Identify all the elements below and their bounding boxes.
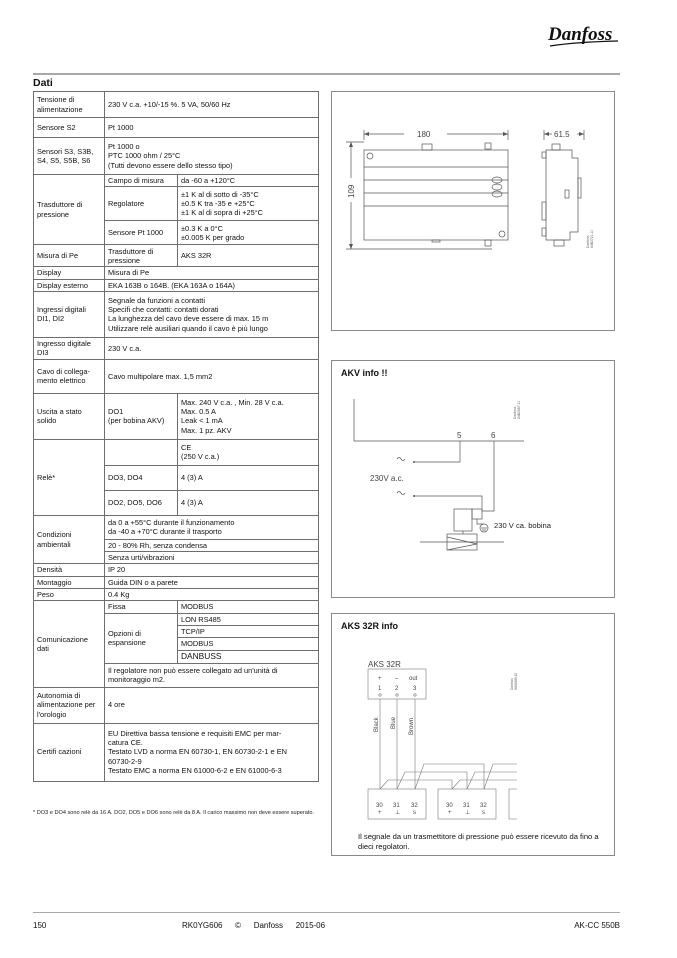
terminal-5-label: 5	[457, 431, 462, 440]
spec-value: Senza urti/vibrazioni	[105, 552, 319, 564]
spec-value: 20 - 80% Rh, senza condensa	[105, 539, 319, 551]
spec-label: Relè*	[34, 439, 105, 515]
spec-sub-label: Sensore Pt 1000	[105, 221, 178, 245]
spec-label: Peso	[34, 589, 105, 601]
dimension-drawing	[332, 92, 614, 330]
spec-label: Autonomia di alimentazione per l'orologio	[34, 687, 105, 723]
footer-rule	[33, 912, 620, 913]
document-reference: RK0YG606 © Danfoss 2015-06	[182, 921, 326, 930]
spec-value: MODBUS	[178, 601, 319, 613]
spec-label: Montaggio	[34, 576, 105, 588]
svg-text:–: –	[395, 676, 399, 682]
spec-value: 4 (3) A	[178, 490, 319, 515]
spec-value: da -60 a +120°C	[178, 175, 319, 187]
spec-label: Sensore S2	[34, 118, 105, 138]
spec-label: Certifi cazioni	[34, 723, 105, 781]
device-label: AKS 32R	[368, 660, 401, 669]
spec-label: Display esterno	[34, 279, 105, 291]
svg-text:3: 3	[413, 686, 417, 692]
svg-text:+: +	[378, 676, 382, 682]
spec-label: Ingressi digitali DI1, DI2	[34, 291, 105, 337]
spec-value: ±0.3 K a 0°C ±0.005 K per grado	[178, 221, 319, 245]
spec-table	[33, 91, 319, 782]
svg-text:1: 1	[378, 686, 382, 692]
spec-label: Condizioni ambientali	[34, 515, 105, 564]
terminal-6-label: 6	[491, 431, 496, 440]
svg-text:32: 32	[480, 803, 487, 809]
svg-text:Danfoss: Danfoss	[586, 235, 590, 248]
header-rule	[33, 73, 620, 75]
spec-value: 0.4 Kg	[105, 589, 319, 601]
spec-value: TCP/IP	[178, 625, 319, 637]
svg-text:84B2721.10: 84B2721.10	[590, 229, 594, 248]
dimension-drawing-box	[331, 91, 615, 331]
spec-sub-label: Trasduttore di pressione	[105, 245, 178, 267]
spec-label: Ingresso digitale DI3	[34, 337, 105, 359]
svg-text:84B2687.11: 84B2687.11	[517, 400, 521, 419]
svg-text:84B2688.10: 84B2688.10	[514, 672, 518, 690]
svg-text:31: 31	[463, 803, 470, 809]
svg-text:Danfoss: Danfoss	[548, 24, 613, 45]
spec-value: Max. 240 V c.a. , Min. 28 V c.a. Max. 0.5 A Leak < 1 mA Max. 1 pz. AKV	[178, 393, 319, 439]
danfoss-logo	[546, 20, 620, 50]
spec-value: EKA 163B o 164B. (EKA 163A o 164A)	[105, 279, 319, 291]
spec-value: DANBUSS	[178, 650, 319, 663]
height-dimension: 109	[347, 184, 356, 198]
spec-sub-label: Fissa	[105, 601, 178, 613]
spec-label: Trasduttore di pressione	[34, 175, 105, 245]
svg-text:Danfoss: Danfoss	[510, 678, 514, 690]
spec-label: Cavo di collega- mento elettrico	[34, 359, 105, 393]
spec-sub-label: DO1 (per bobina AKV)	[105, 393, 178, 439]
spec-value: CE (250 V c.a.)	[178, 439, 319, 465]
spec-value: Misura di Pe	[105, 267, 319, 279]
spec-value: Pt 1000	[105, 118, 319, 138]
spec-value: Il regolatore non può essere collegato ad un'unità di monitoraggio m2.	[105, 663, 319, 687]
wire-brown-label: Brown	[409, 717, 415, 735]
spec-value: Cavo multipolare max. 1,5 mm2	[105, 359, 319, 393]
spec-value: EU Direttiva bassa tensione e requisiti EMC per mar- catura CE. Testato LVD a norma EN 60730-1, EN 60730-2-1 e EN 60730-2-9 Testato EMC a norma EN 61000-6-2 e EN 61000-6-3	[105, 723, 319, 781]
wire-blue-label: Blue	[391, 716, 397, 729]
page-number: 150	[33, 921, 47, 930]
spec-value: 230 V c.a. +10/-15 %. 5 VA, 50/60 Hz	[105, 92, 319, 118]
spec-sub-label: Opzioni di espansione	[105, 613, 178, 663]
aks32r-note: Il segnale da un trasmettitore di pressione può essere ricevuto da fino a dieci regolatori.	[358, 832, 599, 851]
akv-wiring-diagram	[332, 361, 614, 597]
spec-label: Display	[34, 267, 105, 279]
svg-text:+: +	[378, 810, 382, 816]
spec-label: Tensione di alimentazione	[34, 92, 105, 118]
spec-label: Sensori S3, S3B, S4, S5, S5B, S6	[34, 138, 105, 175]
svg-text:32: 32	[411, 803, 418, 809]
spec-label: Densità	[34, 564, 105, 576]
svg-text:out: out	[409, 676, 418, 682]
coil-label: 230 V ca. bobina	[494, 521, 551, 530]
aks32r-info-title: AKS 32R info	[341, 621, 399, 631]
svg-text:s: s	[413, 810, 416, 816]
svg-text:Danfoss: Danfoss	[513, 406, 517, 419]
aks32r-wiring-diagram	[332, 614, 614, 824]
svg-text:30: 30	[376, 803, 383, 809]
svg-text:30: 30	[446, 803, 453, 809]
spec-sub-label: Regolatore	[105, 187, 178, 221]
svg-text:2: 2	[395, 686, 399, 692]
depth-dimension: 61.5	[554, 130, 570, 139]
spec-value: Segnale da funzioni a contatti Specifi che contatti: contatti dorati La lunghezza del cavo deve essere di max. 15 m Utilizzare relè ausiliari quando il cavo è più lungo	[105, 291, 319, 337]
aks32r-info-box	[331, 613, 615, 856]
akv-info-title: AKV info !!	[341, 368, 388, 378]
spec-label: Uscita a stato solido	[34, 393, 105, 439]
spec-value: da 0 a +55°C durante il funzionamento da -40 a +70°C durante il trasporto	[105, 515, 319, 539]
spec-value: AKS 32R	[178, 245, 319, 267]
spec-value: Guida DIN o a parete	[105, 576, 319, 588]
svg-text:⊥: ⊥	[465, 810, 471, 816]
spec-sub-label: Campo di misura	[105, 175, 178, 187]
akv-info-box	[331, 360, 615, 598]
width-dimension: 180	[417, 130, 431, 139]
spec-value: 230 V c.a.	[105, 337, 319, 359]
svg-text:s: s	[482, 810, 485, 816]
spec-label: Misura di Pe	[34, 245, 105, 267]
spec-value: MODBUS	[178, 638, 319, 650]
spec-sub-label: DO3, DO4	[105, 465, 178, 490]
spec-value: ±1 K al di sotto di -35°C ±0.5 K tra -35 e +25°C ±1 K al di sopra di +25°C	[178, 187, 319, 221]
spec-sub-label	[105, 439, 178, 465]
spec-sub-label: DO2, DO5, DO6	[105, 490, 178, 515]
svg-text:+: +	[448, 810, 452, 816]
spec-label: Comunicazione dati	[34, 601, 105, 687]
spec-value: 4 (3) A	[178, 465, 319, 490]
svg-text:31: 31	[393, 803, 400, 809]
spec-value: IP 20	[105, 564, 319, 576]
spec-value: 4 ore	[105, 687, 319, 723]
supply-label: 230V a.c.	[370, 474, 404, 483]
section-title: Dati	[33, 77, 53, 89]
product-name: AK-CC 550B	[574, 921, 620, 930]
wire-black-label: Black	[374, 717, 380, 732]
svg-text:⊥: ⊥	[395, 810, 401, 816]
footnote: * DO3 e DO4 sono relè da 16 A. DO2, DO5 e DO6 sono relè da 8 A. Il carico massimo non deve essere superato.	[33, 810, 315, 816]
spec-value: Pt 1000 o PTC 1000 ohm / 25°C (Tutti devono essere dello stesso tipo)	[105, 138, 319, 175]
spec-value: LON RS485	[178, 613, 319, 625]
